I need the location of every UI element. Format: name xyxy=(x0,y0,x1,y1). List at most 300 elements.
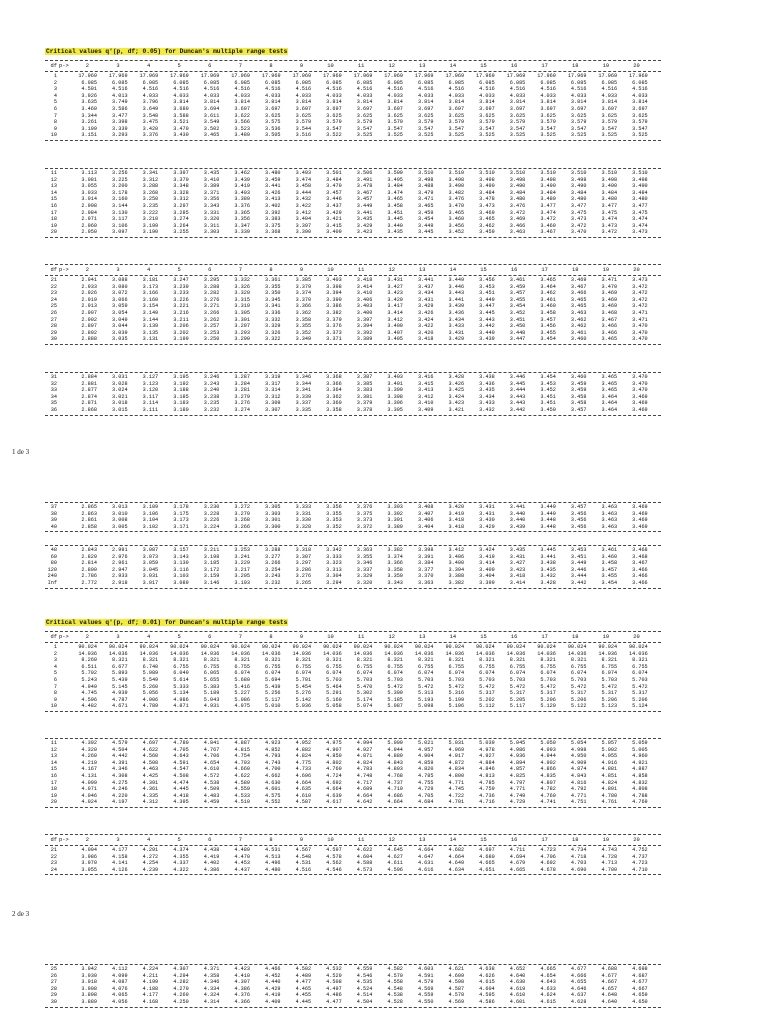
value-cell: 5.124 xyxy=(632,703,648,710)
value-cell: 3.031 xyxy=(112,374,128,380)
value-cell: 3.498 xyxy=(448,176,465,183)
value-cell: 4.759 xyxy=(479,786,495,793)
df-cell: 20 xyxy=(50,799,57,806)
df-cell: 6 xyxy=(53,105,57,112)
value-cell: 4.871 xyxy=(356,753,373,760)
value-cell: 6.085 xyxy=(601,79,618,86)
value-cell: 3.465 xyxy=(601,336,618,343)
value-cell: 4.677 xyxy=(570,966,587,972)
value-cell: 5.703 xyxy=(601,676,618,683)
value-cell: 3.376 xyxy=(356,504,373,510)
table-title-005: Critical values q'(p, df; 0.05) for Duncan's multiple range tests xyxy=(46,48,288,55)
value-cell: 3.349 xyxy=(295,336,312,343)
value-cell: 4.588 xyxy=(356,860,373,867)
value-cell: 2.991 xyxy=(112,547,128,553)
value-cell: 3.579 xyxy=(295,119,312,126)
value-cell: 3.315 xyxy=(234,296,250,303)
value-cell: 3.441 xyxy=(264,183,281,190)
table-block-01-df1-10 xyxy=(45,631,661,712)
table-row xyxy=(45,73,661,80)
value-cell: 4.516 xyxy=(295,866,312,873)
value-cell: 3.472 xyxy=(601,229,618,236)
value-cell: 3.625 xyxy=(295,112,312,119)
table-row xyxy=(45,336,661,343)
header-col: 18 xyxy=(572,63,579,69)
header-col: 10 xyxy=(327,267,334,273)
value-cell: 3.470 xyxy=(448,202,465,209)
value-cell: 4.558 xyxy=(387,979,403,986)
df-cell: 22 xyxy=(50,283,57,290)
table-block-df48-inf xyxy=(45,545,661,589)
table-row xyxy=(45,651,661,658)
value-cell: 3.081 xyxy=(81,176,97,183)
value-cell: 4.718 xyxy=(570,853,587,860)
value-cell: 3.329 xyxy=(264,323,281,330)
value-cell: 3.461 xyxy=(601,547,618,553)
value-cell: 3.459 xyxy=(479,229,495,236)
value-cell: 3.341 xyxy=(142,170,159,176)
value-cell: 3.472 xyxy=(509,209,526,216)
value-cell: 4.033 xyxy=(234,92,250,99)
value-cell: 3.459 xyxy=(570,387,587,394)
value-cell: 3.241 xyxy=(234,553,250,560)
value-cell: 4.477 xyxy=(326,998,342,1005)
df-cell: 21 xyxy=(50,277,57,283)
header-col: 18 xyxy=(572,837,579,843)
value-cell: 3.466 xyxy=(509,222,526,229)
value-cell: 4.532 xyxy=(326,966,342,972)
value-cell: 4.099 xyxy=(112,972,128,979)
value-cell: 4.664 xyxy=(356,792,373,799)
value-cell: 5.317 xyxy=(601,690,618,697)
value-cell: 8.321 xyxy=(479,657,495,664)
value-cell: 3.401 xyxy=(387,380,403,387)
value-cell: 3.195 xyxy=(173,374,189,380)
value-cell: 3.288 xyxy=(142,183,159,190)
value-cell: 4.671 xyxy=(112,703,128,710)
header-col: 6 xyxy=(208,63,212,69)
value-cell: 3.033 xyxy=(81,189,97,196)
value-cell: 3.439 xyxy=(448,303,465,310)
table-row xyxy=(45,547,661,554)
value-cell: 4.986 xyxy=(509,746,526,753)
value-cell: 3.465 xyxy=(203,132,220,139)
value-cell: 3.311 xyxy=(203,222,220,229)
value-cell: 5.472 xyxy=(417,683,434,690)
value-cell: 6.085 xyxy=(264,79,281,86)
table-row xyxy=(45,170,661,177)
value-cell: 3.420 xyxy=(448,504,465,510)
value-cell: 4.314 xyxy=(203,998,220,1005)
value-cell: 3.456 xyxy=(448,222,465,229)
value-cell: 3.475 xyxy=(142,119,159,126)
value-cell: 4.701 xyxy=(448,799,465,806)
value-cell: 3.458 xyxy=(570,393,587,400)
value-cell: 3.409 xyxy=(326,229,342,236)
value-cell: 3.365 xyxy=(234,209,250,216)
value-cell: 3.462 xyxy=(540,290,556,297)
value-cell: 5.031 xyxy=(448,740,465,746)
header-col: 3 xyxy=(116,634,120,640)
value-cell: 4.692 xyxy=(540,860,556,867)
value-cell: 3.358 xyxy=(387,566,403,573)
value-cell: 3.400 xyxy=(356,309,373,316)
value-cell: 4.334 xyxy=(203,985,220,992)
value-cell: 14.036 xyxy=(231,650,250,657)
value-cell: 90.024 xyxy=(78,644,97,650)
value-cell: 3.418 xyxy=(356,277,373,283)
value-cell: 3.394 xyxy=(356,323,373,330)
table-row xyxy=(45,511,661,518)
value-cell: 4.423 xyxy=(234,966,250,972)
value-cell: 3.575 xyxy=(264,119,281,126)
value-cell: 3.320 xyxy=(356,579,373,586)
value-cell: 3.501 xyxy=(326,170,342,176)
df-cell: 16 xyxy=(50,202,57,209)
value-cell: 4.445 xyxy=(173,786,189,793)
value-cell: 4.700 xyxy=(601,866,618,873)
value-cell: 3.460 xyxy=(448,216,465,223)
table-row xyxy=(45,310,661,317)
value-cell: 4.611 xyxy=(387,860,403,867)
value-cell: 3.579 xyxy=(479,119,495,126)
df-cell: 29 xyxy=(50,329,57,336)
value-cell: 3.445 xyxy=(479,309,495,316)
table-row xyxy=(45,504,661,511)
value-cell: 3.339 xyxy=(295,393,312,400)
value-cell: 3.611 xyxy=(203,112,220,119)
value-cell: 4.850 xyxy=(326,753,342,760)
value-cell: 6.755 xyxy=(540,663,556,670)
value-cell: 3.451 xyxy=(570,553,587,560)
value-cell: 3.490 xyxy=(448,183,465,190)
value-cell: 3.144 xyxy=(142,316,159,323)
value-cell: 4.698 xyxy=(632,966,648,972)
value-cell: 8.321 xyxy=(142,657,159,664)
value-cell: 4.275 xyxy=(112,779,128,786)
table-row xyxy=(45,190,661,197)
value-cell: 3.625 xyxy=(417,112,434,119)
table-row xyxy=(45,317,661,324)
value-cell: 3.625 xyxy=(540,112,556,119)
value-cell: 4.652 xyxy=(509,966,526,972)
value-cell: 4.270 xyxy=(173,985,189,992)
df-cell: 27 xyxy=(50,979,57,986)
df-cell: 13 xyxy=(50,753,57,760)
value-cell: 4.664 xyxy=(417,847,434,853)
value-cell: 4.024 xyxy=(81,799,97,806)
value-cell: 4.513 xyxy=(264,853,281,860)
table-row xyxy=(45,786,661,793)
header-col: 4 xyxy=(146,63,151,69)
value-cell: 3.410 xyxy=(203,176,220,183)
value-cell: 4.713 xyxy=(601,860,618,867)
value-cell: 5.472 xyxy=(387,683,403,690)
value-cell: 3.266 xyxy=(203,309,220,316)
value-cell: 17.969 xyxy=(139,73,159,79)
value-cell: 3.384 xyxy=(417,560,434,567)
header-col: 16 xyxy=(510,267,518,273)
value-cell: 5.043 xyxy=(203,696,220,703)
value-cell: 3.908 xyxy=(81,985,97,992)
value-cell: 4.716 xyxy=(479,799,495,806)
value-cell: 5.701 xyxy=(295,676,312,683)
value-cell: 5.317 xyxy=(509,690,526,697)
value-cell: 3.288 xyxy=(264,547,281,553)
value-cell: 3.749 xyxy=(112,99,128,106)
header-row xyxy=(45,61,661,71)
value-cell: 3.468 xyxy=(601,309,618,316)
value-cell: 3.484 xyxy=(509,189,526,196)
value-cell: 4.591 xyxy=(417,972,434,979)
table-row xyxy=(45,106,661,113)
value-cell: 3.525 xyxy=(601,132,618,139)
value-cell: 4.616 xyxy=(417,866,434,873)
value-cell: 4.504 xyxy=(356,998,373,1005)
value-cell: 3.312 xyxy=(264,393,281,400)
value-cell: 3.103 xyxy=(173,573,189,580)
value-cell: 3.332 xyxy=(264,316,281,323)
value-cell: 4.260 xyxy=(173,992,189,999)
value-cell: 3.449 xyxy=(448,277,465,283)
value-cell: 3.243 xyxy=(203,380,220,387)
value-cell: 90.024 xyxy=(476,644,495,650)
value-cell: 4.013 xyxy=(112,92,128,99)
value-cell: 3.188 xyxy=(173,387,189,394)
table-row xyxy=(45,132,661,139)
table-row xyxy=(45,80,661,87)
df-cell: 8 xyxy=(53,119,57,126)
value-cell: 3.420 xyxy=(387,296,403,303)
value-cell: 5.317 xyxy=(479,690,495,697)
value-cell: 4.931 xyxy=(203,703,220,710)
value-cell: 3.469 xyxy=(570,277,587,283)
value-cell: 4.871 xyxy=(173,703,189,710)
value-cell: 4.141 xyxy=(112,860,128,867)
value-cell: 4.834 xyxy=(448,766,465,773)
value-cell: 3.451 xyxy=(540,393,556,400)
value-cell: 3.432 xyxy=(479,406,495,413)
header-col: 19 xyxy=(602,634,610,640)
value-cell: 5.702 xyxy=(81,670,97,677)
value-cell: 4.112 xyxy=(112,966,128,972)
value-cell: 4.076 xyxy=(112,985,128,992)
value-cell: 4.528 xyxy=(387,998,403,1005)
value-cell: 3.451 xyxy=(540,400,556,407)
value-cell: 4.667 xyxy=(632,985,648,992)
value-cell: 4.728 xyxy=(601,853,618,860)
value-cell: 3.328 xyxy=(295,523,312,530)
df-cell: 35 xyxy=(50,400,57,407)
value-cell: 3.490 xyxy=(570,183,587,190)
value-cell: 3.288 xyxy=(203,283,220,290)
value-cell: 3.222 xyxy=(142,209,159,216)
table-row xyxy=(45,126,661,133)
value-cell: 4.516 xyxy=(387,86,403,93)
table-row xyxy=(45,381,661,388)
value-cell: 3.144 xyxy=(112,202,128,209)
value-cell: 3.498 xyxy=(417,176,434,183)
value-cell: 3.376 xyxy=(326,323,342,330)
value-cell: 3.073 xyxy=(142,553,159,560)
value-cell: 3.480 xyxy=(509,196,526,203)
table-row xyxy=(45,407,661,414)
value-cell: 3.436 xyxy=(448,309,465,316)
value-cell: 3.102 xyxy=(142,523,159,530)
value-cell: 5.117 xyxy=(509,703,526,710)
value-cell: 4.056 xyxy=(112,998,128,1005)
df-cell: 36 xyxy=(50,406,57,413)
header-col: 16 xyxy=(510,837,518,843)
value-cell: 4.535 xyxy=(356,979,373,986)
value-cell: 3.356 xyxy=(203,196,220,203)
value-cell: 4.465 xyxy=(295,985,312,992)
value-cell: 3.157 xyxy=(173,547,189,553)
value-cell: 3.463 xyxy=(601,510,618,517)
value-cell: 6.074 xyxy=(509,670,526,677)
value-cell: 3.445 xyxy=(387,216,403,223)
value-cell: 3.272 xyxy=(234,504,250,510)
value-cell: 4.906 xyxy=(142,696,159,703)
value-cell: 3.402 xyxy=(264,202,281,209)
value-cell: 4.033 xyxy=(479,92,495,99)
value-cell: 4.881 xyxy=(601,766,618,773)
value-cell: 4.705 xyxy=(417,792,434,799)
value-cell: 4.816 xyxy=(570,779,587,786)
value-cell: 4.508 xyxy=(142,759,159,766)
value-cell: 3.525 xyxy=(632,132,648,139)
value-cell: 5.112 xyxy=(479,703,495,710)
value-cell: 4.516 xyxy=(448,86,465,93)
value-cell: 4.950 xyxy=(570,753,587,760)
value-cell: 6.074 xyxy=(387,670,403,677)
rule-line xyxy=(45,531,661,532)
value-cell: 8.321 xyxy=(234,657,250,664)
df-cell: 32 xyxy=(50,380,57,387)
value-cell: 3.407 xyxy=(387,329,403,336)
value-cell: 3.355 xyxy=(356,553,373,560)
value-cell: 3.424 xyxy=(417,316,434,323)
header-df: df xyxy=(50,267,57,273)
value-cell: 4.578 xyxy=(448,992,465,999)
value-cell: 3.366 xyxy=(295,303,312,310)
value-cell: 3.021 xyxy=(112,393,128,400)
value-cell: 4.046 xyxy=(81,792,97,799)
value-cell: 5.058 xyxy=(326,703,342,710)
value-cell: 3.434 xyxy=(417,290,434,297)
value-cell: 3.440 xyxy=(509,517,526,524)
value-cell: 3.387 xyxy=(356,374,373,380)
value-cell: 4.760 xyxy=(326,766,342,773)
value-cell: 3.525 xyxy=(448,132,465,139)
value-cell: 4.087 xyxy=(112,979,128,986)
row-group xyxy=(45,503,661,531)
value-cell: 3.397 xyxy=(356,316,373,323)
value-cell: 3.471 xyxy=(417,196,434,203)
table-row xyxy=(45,992,661,999)
header-col: 16 xyxy=(510,634,518,640)
value-cell: 4.944 xyxy=(540,753,556,760)
value-cell: 3.031 xyxy=(142,573,159,580)
value-cell: 3.143 xyxy=(173,553,189,560)
value-cell: 14.036 xyxy=(108,650,128,657)
value-cell: 4.516 xyxy=(417,86,434,93)
value-cell: 3.445 xyxy=(509,380,526,387)
value-cell: 3.363 xyxy=(417,579,434,586)
value-cell: 3.453 xyxy=(540,380,556,387)
value-cell: 3.474 xyxy=(540,209,556,216)
value-cell: 4.516 xyxy=(540,86,556,93)
df-cell: 19 xyxy=(50,792,57,799)
value-cell: 3.330 xyxy=(295,517,312,524)
value-cell: 4.637 xyxy=(570,992,587,999)
value-cell: 4.640 xyxy=(509,972,526,979)
value-cell: 8.321 xyxy=(387,657,403,664)
value-cell: 4.065 xyxy=(112,992,128,999)
value-cell: 6.074 xyxy=(295,670,312,677)
value-cell: 4.737 xyxy=(632,853,648,860)
value-cell: 2.858 xyxy=(81,523,97,530)
value-cell: 3.469 xyxy=(632,400,648,407)
value-cell: 3.419 xyxy=(234,183,250,190)
value-cell: 4.843 xyxy=(570,772,587,779)
value-cell: 5.893 xyxy=(112,670,128,677)
value-cell: 4.729 xyxy=(509,799,526,806)
df-cell: 15 xyxy=(50,766,57,773)
value-cell: 17.969 xyxy=(78,73,97,79)
value-cell: 5.703 xyxy=(509,676,526,683)
value-cell: 4.771 xyxy=(509,786,526,793)
value-cell: 3.493 xyxy=(295,170,312,176)
table-row xyxy=(45,799,661,806)
value-cell: 4.936 xyxy=(509,753,526,760)
value-cell: 17.969 xyxy=(598,73,618,79)
value-cell: 3.457 xyxy=(540,316,556,323)
value-cell: 3.468 xyxy=(632,547,648,553)
df-cell: 25 xyxy=(50,303,57,310)
value-cell: 4.767 xyxy=(203,746,220,753)
value-cell: 3.355 xyxy=(264,283,281,290)
value-cell: 4.559 xyxy=(234,786,250,793)
value-cell: 4.975 xyxy=(234,703,250,710)
value-cell: 14.036 xyxy=(506,650,526,657)
value-cell: 3.106 xyxy=(142,510,159,517)
value-cell: 6.755 xyxy=(203,663,220,670)
value-cell: 3.406 xyxy=(356,296,373,303)
value-cell: 3.418 xyxy=(448,517,465,524)
value-cell: 3.447 xyxy=(509,336,526,343)
header-col: 13 xyxy=(419,63,426,69)
value-cell: 3.510 xyxy=(601,170,618,176)
value-cell: 5.005 xyxy=(632,746,648,753)
header-col: 11 xyxy=(357,634,365,640)
value-cell: 5.276 xyxy=(295,690,312,697)
value-cell: 4.887 xyxy=(234,740,250,746)
value-cell: 4.664 xyxy=(387,799,403,806)
value-cell: 4.418 xyxy=(173,792,189,799)
value-cell: 4.820 xyxy=(417,766,434,773)
df-cell: 19 xyxy=(50,222,57,229)
value-cell: 8.321 xyxy=(264,657,281,664)
value-cell: 3.247 xyxy=(173,277,189,283)
value-cell: 4.622 xyxy=(142,746,159,753)
value-cell: 4.624 xyxy=(540,992,556,999)
value-cell: 4.754 xyxy=(234,753,250,760)
header-col: 8 xyxy=(269,837,273,843)
value-cell: 6.074 xyxy=(540,670,556,677)
value-cell: 17.969 xyxy=(231,73,250,79)
value-cell: 3.440 xyxy=(479,329,495,336)
